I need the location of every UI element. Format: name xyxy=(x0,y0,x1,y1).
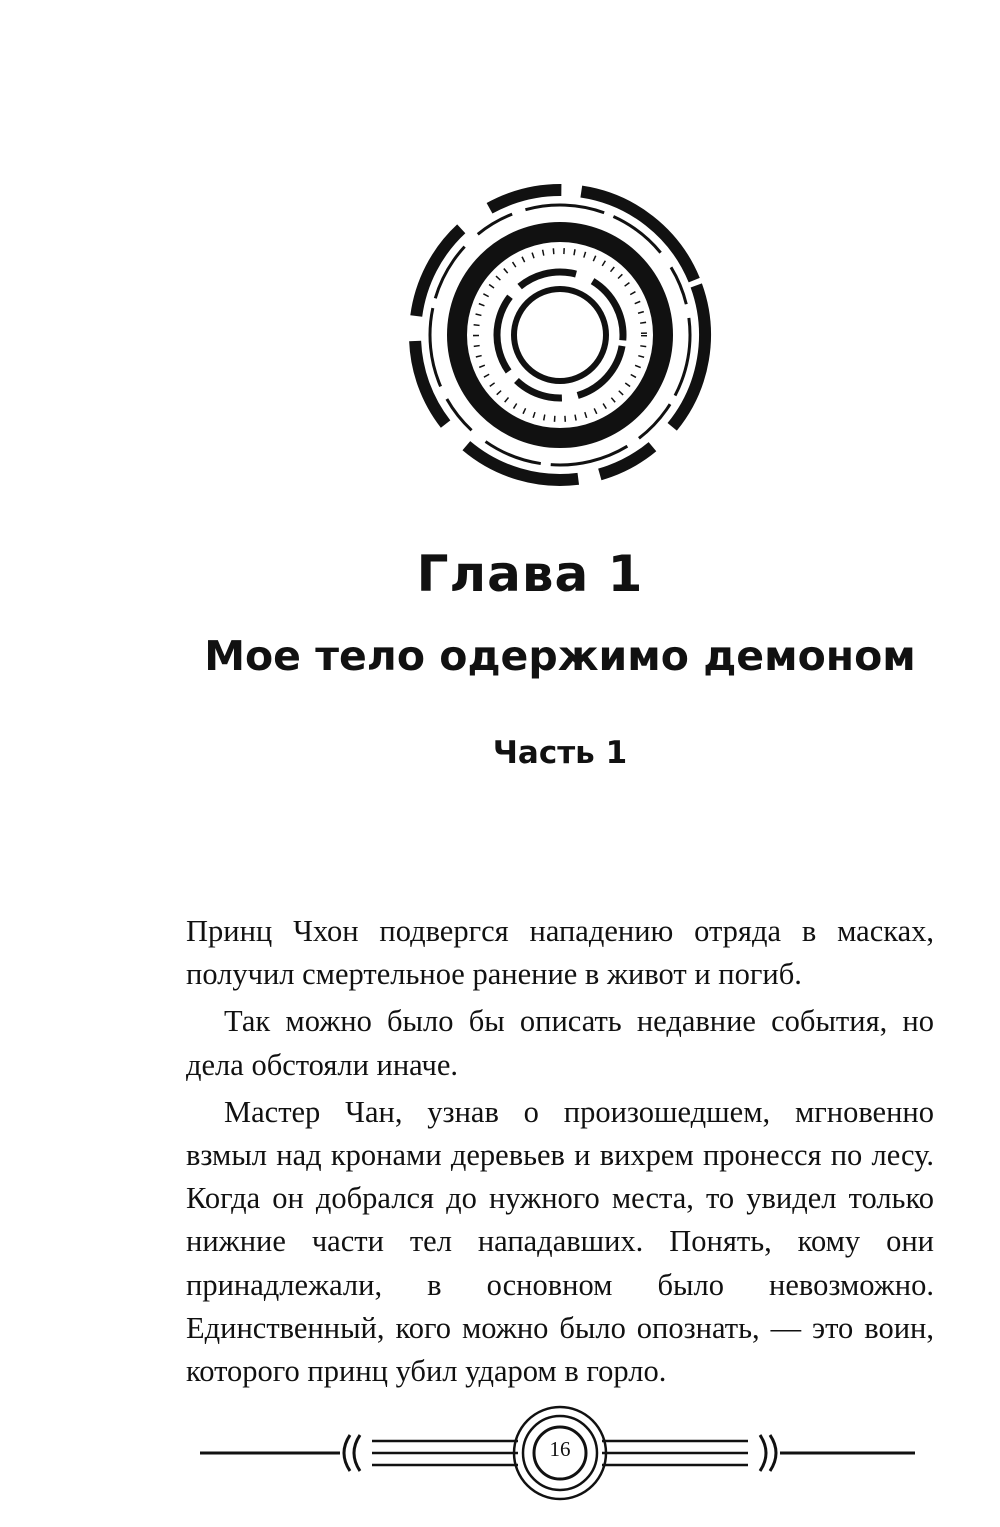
page-number: 16 xyxy=(549,1437,571,1461)
concentric-rings-emblem-icon xyxy=(400,175,720,495)
chapter-subtitle: Мое тело одержимо демоном xyxy=(204,632,916,680)
part-label: Часть 1 xyxy=(492,735,628,771)
chapter-title: Глава 1 xyxy=(416,545,644,603)
paragraph-2: Так можно было бы описать недавние события, но дела обстояли иначе. xyxy=(186,1004,934,1082)
paragraph-3: Мастер Чан, узнав о произошедшем, мгновенно взмыл над кронами деревьев и вихрем пронесся по лесу. Когда он добрался до нужного места, то увидел только нижние части тел нападавших. Понять, кому они принадлежали, в основном было невозможно. Единственный, кого можно было опознать, — это воин, которого принц убил ударом в горло. xyxy=(186,1094,934,1389)
paragraph-1: Принц Чхон подвергся нападению отряда в масках, получил смертельное ранение в живот и погиб. xyxy=(186,914,934,992)
body-text xyxy=(186,910,934,1397)
